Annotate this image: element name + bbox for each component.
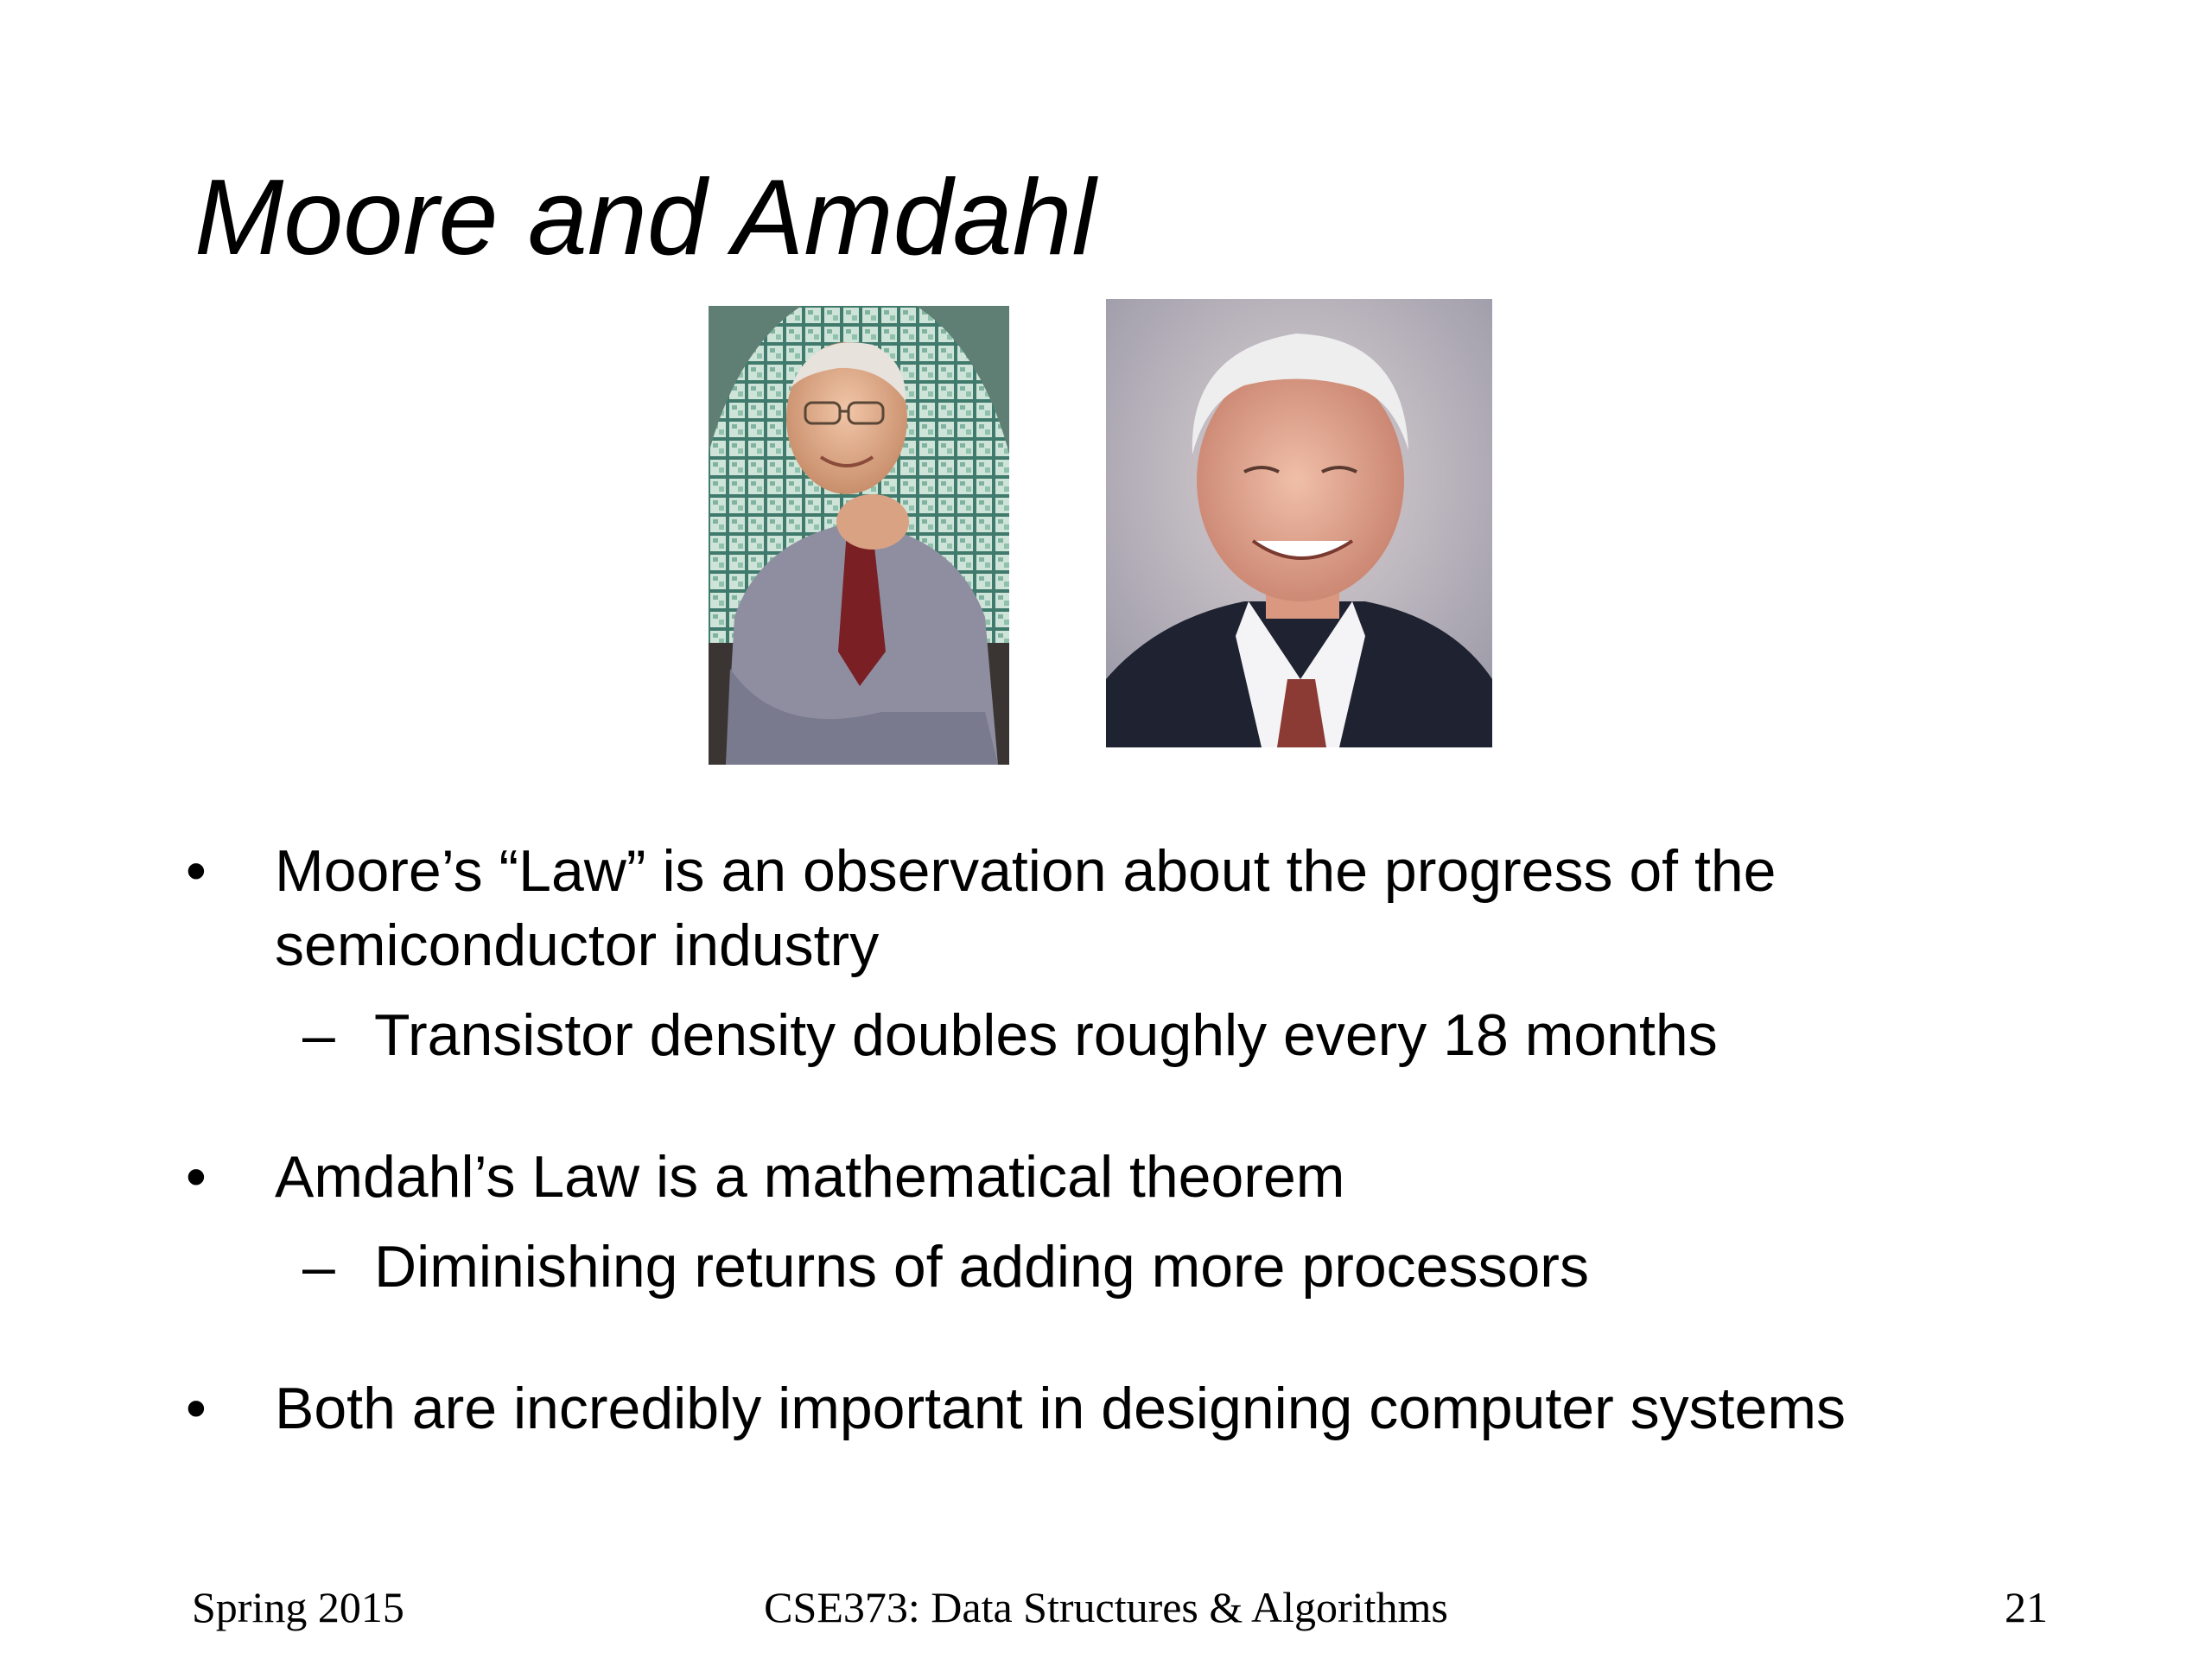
amdahl-portrait: [1106, 299, 1492, 747]
bullet-item: [186, 834, 2069, 982]
footer-term: Spring 2015: [192, 1583, 404, 1631]
slide-title: Moore and Amdahl: [194, 158, 1096, 277]
moore-portrait: [709, 306, 1009, 765]
footer-course: CSE373: Data Structures & Algorithms: [764, 1583, 1448, 1631]
bullet-text: Amdahl’s Law is a mathematical theorem: [275, 1144, 1345, 1210]
bullet-marker: •: [186, 838, 207, 904]
amdahl-portrait-illustration: [1106, 299, 1492, 747]
sub-bullet-marker: –: [302, 1002, 335, 1068]
sub-bullet-text: Diminishing returns of adding more processors: [374, 1234, 1589, 1300]
bullet-item: [186, 1140, 2069, 1214]
bullet-item: [186, 1371, 2069, 1446]
sub-bullet-item: [186, 998, 2069, 1072]
sub-bullet-text: Transistor density doubles roughly every 18 months: [374, 1002, 1718, 1068]
bullet-text: Moore’s “Law” is an observation about the progress of the semiconductor industry: [275, 838, 1777, 978]
bullet-list: [186, 834, 2069, 1446]
bullet-marker: •: [186, 1376, 207, 1441]
footer-page-number: 21: [2005, 1583, 2048, 1631]
moore-portrait-illustration: [709, 306, 1009, 765]
bullet-text: Both are incredibly important in designing computer systems: [275, 1376, 1846, 1441]
sub-bullet-item: [186, 1230, 2069, 1304]
sub-bullet-marker: –: [302, 1234, 335, 1300]
bullet-marker: •: [186, 1144, 207, 1210]
